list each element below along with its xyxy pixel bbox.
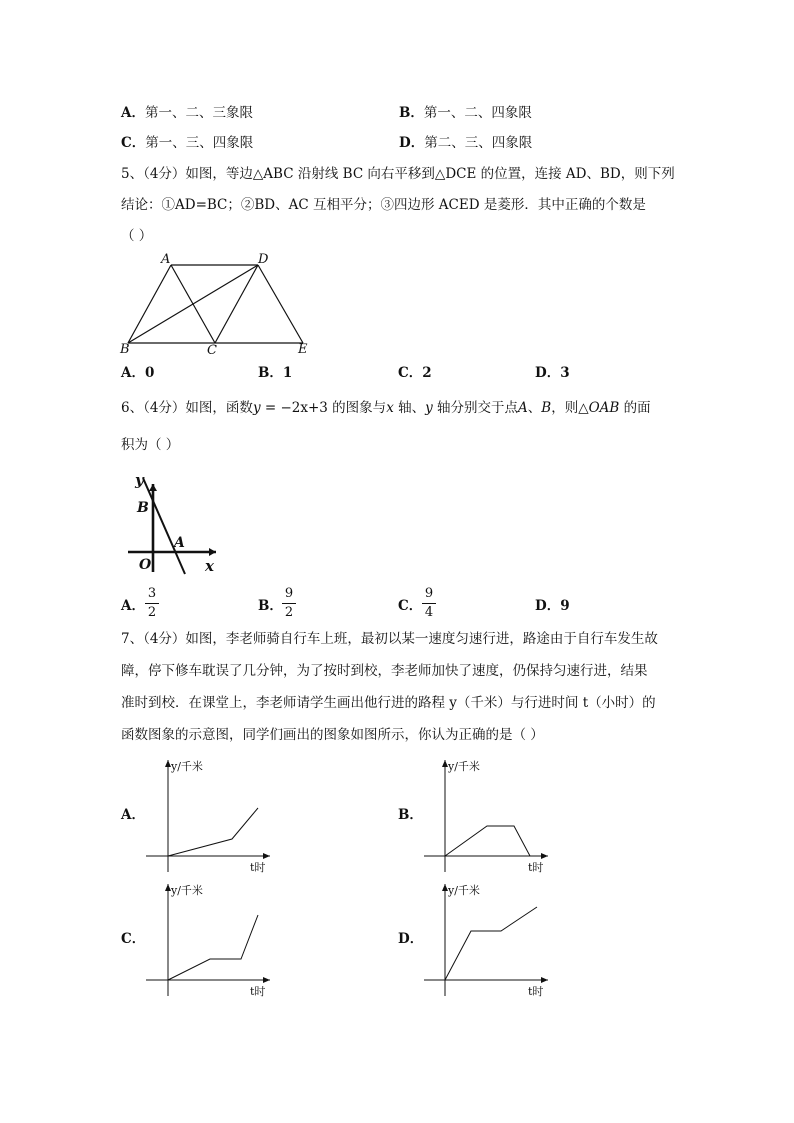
q7-graph-b-curve [445,826,530,856]
q5-answer-paren: （ ） [121,228,153,244]
q6-label-b: B [137,500,149,516]
q5-label-b: B [120,342,130,357]
q5-label-d: D [258,252,269,267]
q7-graph-a-letter: A． [121,807,145,823]
q5-text-line1: 5、（4分）如图，等边△ABC 沿射线 BC 向右平移到△DCE 的位置，连接 AD、BD，则下列 [121,166,675,182]
q5-label-c: C [207,343,217,358]
q7-graph-d-curve [445,907,537,980]
q7-graph-c-ylabel: y/千米 [171,884,203,897]
q7-graph-b-letter: B． [398,807,423,823]
q6-option-b-fraction: 9 2 [282,586,296,621]
q7-text-line4: 函数图象的示意图，同学们画出的图象如图所示，你认为正确的是（ ） [121,727,544,743]
q7-text-line3: 准时到校．在课堂上，李老师请学生画出他行进的路程 y（千米）与行进时间 t（小时）的 [121,695,656,711]
q5-option-c: C．2 [398,365,432,381]
q6-option-c-fraction: 9 4 [422,586,436,621]
q7-graph-a-xlabel: t时 [250,861,266,874]
q4-option-b: B．第一、二、四象限 [399,105,532,121]
q6-option-a-fraction: 3 2 [145,586,159,621]
q6-option-d: D．9 [535,598,570,614]
q5-option-b: B．1 [258,365,293,381]
q7-text-line2: 障，停下修车耽误了几分钟，为了按时到校，李老师加快了速度，仍保持匀速行进，结果 [121,663,648,679]
q7-graph-c-xlabel: t时 [250,985,266,998]
q6-text-line2: 积为（ ） [121,437,180,453]
q6-label-y: y [135,471,144,489]
q7-graph-a-ylabel: y/千米 [171,760,203,773]
q6-label-o: O [139,557,152,573]
q5-option-d: D．3 [535,365,570,381]
q6-option-c-letter: C． [398,598,423,614]
q6-label-a: A [174,535,185,551]
q4-option-c: C．第一、三、四象限 [121,135,254,151]
q7-graph-b-xlabel: t时 [528,861,544,874]
q4-option-a: A．第一、二、三象限 [121,105,253,121]
q7-graph-d-letter: D． [398,931,424,947]
q6-option-b-letter: B． [258,598,283,614]
q7-text-line1: 7、（4分）如图，李老师骑自行车上班，最初以某一速度匀速行进，路途由于自行车发生故 [121,631,658,647]
q7-graph-c [146,884,270,996]
q5-option-a: A．0 [121,365,155,381]
q5-label-e: E [298,342,308,357]
q6-option-a-letter: A． [121,598,145,614]
q6-label-x: x [205,557,214,575]
q7-graph-b-ylabel: y/千米 [448,760,480,773]
q6-text-line1: 6、（4分）如图，函数y = −2x+3 的图象与x 轴、y 轴分别交于点A、B，则△OAB 的面 [121,400,651,416]
q7-graph-d [424,884,548,996]
q7-graph-c-curve [168,915,258,980]
q7-graph-a [146,760,270,872]
q7-graph-b [424,760,548,872]
q7-graph-c-letter: C． [121,931,146,947]
q4-option-d: D．第二、三、四象限 [399,135,533,151]
q7-graph-d-xlabel: t时 [528,985,544,998]
q7-graph-d-ylabel: y/千米 [448,884,480,897]
q5-label-a: A [161,252,171,267]
q5-text-line2: 结论：①AD=BC；②BD、AC 互相平分；③四边形 ACED 是菱形．其中正确的个数是 [121,197,646,213]
q7-graph-a-curve [168,808,258,856]
